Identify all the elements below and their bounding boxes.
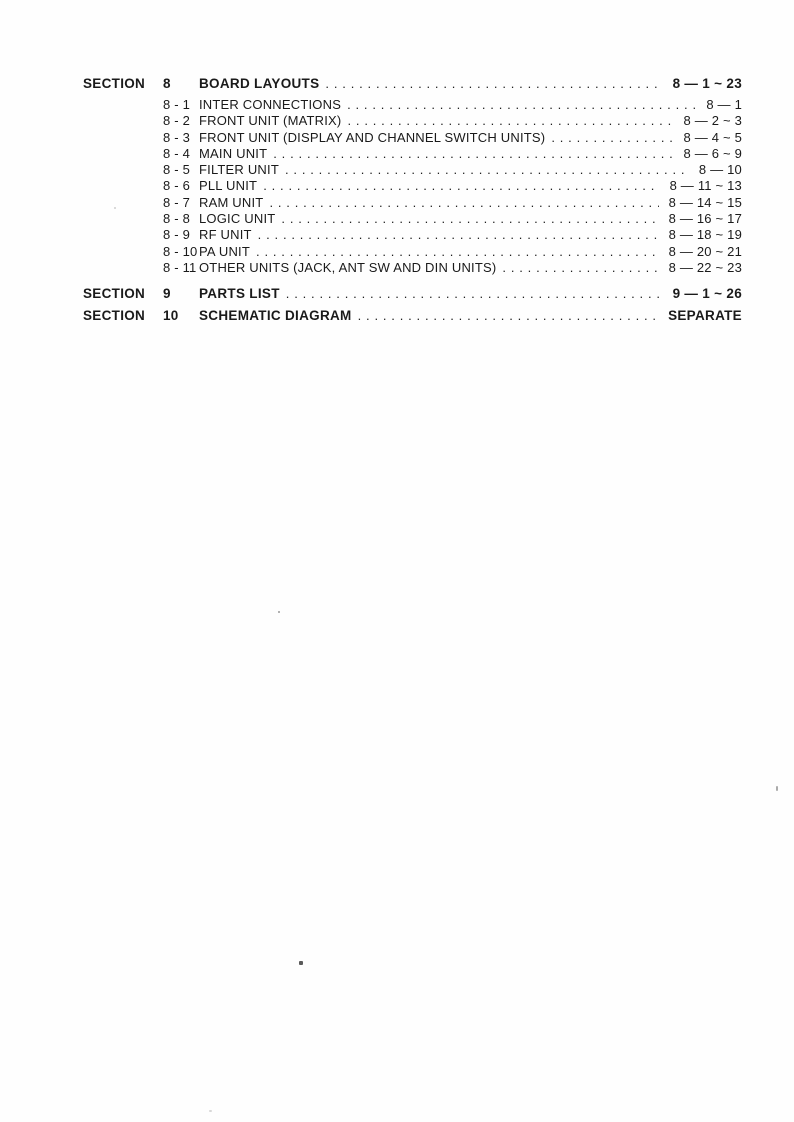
- item-page-ref: 8 — 18 ~ 19: [668, 227, 742, 243]
- section-word: SECTION: [83, 308, 146, 324]
- toc-item-row: [83, 146, 742, 162]
- scan-speck: [114, 207, 116, 209]
- toc-item-row: [83, 178, 742, 194]
- item-number: 8 - 3: [163, 129, 191, 145]
- leader-dots: [263, 178, 659, 194]
- toc-item-row: [83, 162, 742, 178]
- item-number: 8 - 10: [163, 243, 198, 259]
- item-page-ref: 8 — 10: [698, 162, 742, 178]
- scan-speck: [776, 786, 778, 791]
- section-page-ref: 8 — 1 ~ 23: [672, 76, 742, 91]
- toc-section-8-items: [83, 97, 742, 276]
- leader-dots: [285, 162, 689, 178]
- item-page-ref: 8 — 22 ~ 23: [668, 259, 742, 275]
- item-title: RF UNIT: [199, 227, 252, 243]
- toc-item-row: [83, 211, 742, 227]
- item-number: 8 - 5: [163, 162, 191, 178]
- section-title: BOARD LAYOUTS: [199, 76, 320, 91]
- section-word: SECTION: [83, 286, 146, 302]
- item-page-ref: 8 — 2 ~ 3: [683, 113, 742, 129]
- toc-item-row: [83, 130, 742, 146]
- scan-speck: [209, 1110, 212, 1112]
- leader-dots: [286, 284, 663, 303]
- item-title: FRONT UNIT (MATRIX): [199, 113, 342, 129]
- item-number: 8 - 11: [163, 259, 197, 275]
- item-page-ref: 8 — 1: [706, 97, 742, 112]
- leader-dots: [325, 74, 662, 93]
- item-number: 8 - 1: [163, 97, 191, 112]
- item-title: FILTER UNIT: [199, 162, 279, 178]
- section-title: PARTS LIST: [199, 286, 280, 302]
- item-page-ref: 8 — 20 ~ 21: [668, 243, 742, 259]
- item-number: 8 - 9: [163, 227, 191, 243]
- item-page-ref: 8 — 6 ~ 9: [683, 145, 742, 161]
- leader-dots: [551, 130, 673, 146]
- section-page-ref: SEPARATE: [668, 308, 742, 324]
- toc-item-row: [83, 260, 742, 276]
- item-page-ref: 8 — 11 ~ 13: [669, 178, 742, 194]
- toc-item-row: [83, 244, 742, 260]
- toc-section-row-10: [83, 306, 742, 325]
- section-number: 8: [163, 76, 171, 91]
- leader-dots: [281, 211, 658, 227]
- item-title: OTHER UNITS (JACK, ANT SW AND DIN UNITS): [199, 259, 497, 275]
- item-page-ref: 8 — 14 ~ 15: [668, 194, 742, 210]
- toc-item-row: [83, 97, 742, 113]
- leader-dots: [269, 195, 658, 211]
- item-number: 8 - 8: [163, 211, 191, 227]
- scan-speck: [299, 961, 303, 965]
- leader-dots: [258, 227, 659, 243]
- item-number: 8 - 2: [163, 113, 191, 129]
- leader-dots: [347, 113, 673, 129]
- table-of-contents: [83, 74, 742, 325]
- toc-item-row: [83, 227, 742, 243]
- section-number: 10: [163, 308, 179, 324]
- toc-item-row: [83, 113, 742, 129]
- section-number: 9: [163, 286, 171, 302]
- section-title: SCHEMATIC DIAGRAM: [199, 308, 352, 324]
- item-number: 8 - 4: [163, 145, 191, 161]
- item-title: PA UNIT: [199, 243, 251, 259]
- section-word: SECTION: [83, 76, 146, 91]
- toc-section-row-9: [83, 284, 742, 303]
- toc-section-row-8: [83, 74, 742, 93]
- leader-dots: [358, 306, 658, 325]
- item-page-ref: 8 — 16 ~ 17: [668, 211, 742, 227]
- item-title: MAIN UNIT: [199, 145, 268, 161]
- scan-speck: [278, 611, 280, 613]
- item-title: RAM UNIT: [199, 194, 264, 210]
- leader-dots: [502, 260, 658, 276]
- leader-dots: [347, 97, 696, 113]
- item-number: 8 - 7: [163, 194, 191, 210]
- section-page-ref: 9 — 1 ~ 26: [672, 286, 742, 302]
- item-title: INTER CONNECTIONS: [199, 97, 342, 112]
- item-title: LOGIC UNIT: [199, 211, 276, 227]
- item-page-ref: 8 — 4 ~ 5: [683, 129, 742, 145]
- item-title: FRONT UNIT (DISPLAY AND CHANNEL SWITCH UNITS): [199, 129, 546, 145]
- item-title: PLL UNIT: [199, 178, 258, 194]
- leader-dots: [256, 244, 659, 260]
- item-number: 8 - 6: [163, 178, 191, 194]
- leader-dots: [273, 146, 673, 162]
- toc-item-row: [83, 195, 742, 211]
